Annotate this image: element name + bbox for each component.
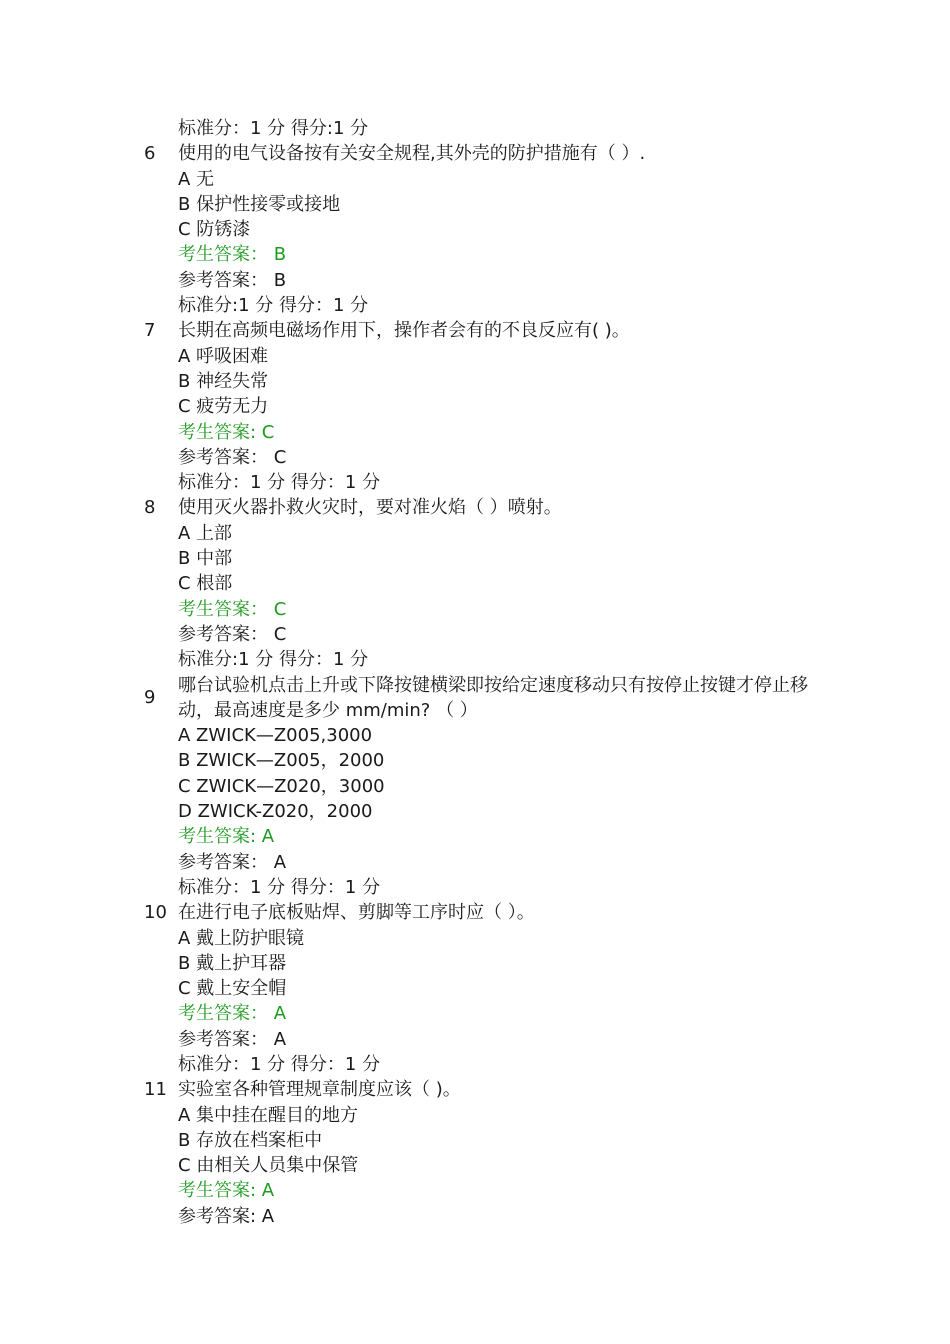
question-number: 9 — [144, 687, 156, 709]
reference-answer: 参考答案: A — [178, 1205, 275, 1227]
question-stem: 实验室各种管理规章制度应该（ )。 — [178, 1079, 461, 1101]
question-stem-row — [0, 1077, 950, 1102]
score-line: 标准分：1 分 得分：1 分 — [178, 472, 381, 494]
option-c: C 疲劳无力 — [178, 396, 269, 418]
question-number: 8 — [144, 497, 156, 519]
score-line: 标准分：1 分 得分：1 分 — [178, 876, 381, 898]
reference-answer: 参考答案： B — [178, 269, 287, 291]
student-answer: 考生答案： B — [178, 244, 287, 266]
question-stem: 使用灭火器扑救火灾时，要对准火焰（ ）喷射。 — [178, 497, 562, 519]
question-number: 11 — [144, 1079, 167, 1101]
score-line: 标准分：1 分 得分:1 分 — [178, 118, 369, 139]
question-9 — [0, 673, 950, 901]
option-a: A 上部 — [178, 522, 233, 544]
option-a: A 无 — [178, 168, 215, 190]
option-c: C 防锈漆 — [178, 219, 251, 241]
option-a: A 呼吸困难 — [178, 345, 269, 367]
question-stem-row — [0, 495, 950, 520]
question-stem-row — [0, 318, 950, 343]
question-8 — [0, 495, 950, 672]
question-stem-row — [0, 141, 950, 166]
question-10 — [0, 900, 950, 1077]
reference-answer: 参考答案： C — [178, 446, 287, 468]
option-b: B 保护性接零或接地 — [178, 193, 341, 215]
question-number: 6 — [144, 143, 156, 165]
score-line: 标准分:1 分 得分：1 分 — [178, 649, 369, 671]
question-stem: 哪台试验机点击上升或下降按键横梁即按给定速度移动只有按停止按键才停止移动，最高速度是多少 mm/min? （ ） — [178, 674, 808, 721]
option-c: C ZWICK—Z020，3000 — [178, 775, 385, 797]
student-answer: 考生答案: A — [178, 826, 275, 848]
student-answer: 考生答案： C — [178, 598, 287, 620]
exam-document — [0, 116, 950, 1229]
reference-answer: 参考答案： A — [178, 1028, 287, 1050]
option-b: B 存放在档案柜中 — [178, 1129, 323, 1151]
option-c: C 由相关人员集中保管 — [178, 1155, 359, 1177]
option-a: A ZWICK—Z005,3000 — [178, 725, 373, 747]
option-c: C 戴上安全帽 — [178, 978, 287, 1000]
option-b: B 神经失常 — [178, 370, 269, 392]
question-11 — [0, 1077, 950, 1229]
student-answer: 考生答案: A — [178, 1180, 275, 1202]
score-line: 标准分:1 分 得分：1 分 — [178, 295, 369, 317]
student-answer: 考生答案： A — [178, 1003, 287, 1025]
question-stem-row — [0, 900, 950, 925]
reference-answer: 参考答案： A — [178, 851, 287, 873]
question-7 — [0, 318, 950, 495]
score-line: 标准分：1 分 得分：1 分 — [178, 1053, 381, 1075]
question-number: 7 — [144, 320, 156, 342]
reference-answer: 参考答案： C — [178, 623, 287, 645]
question-number: 10 — [144, 902, 167, 924]
question-stem: 在进行电子底板贴焊、剪脚等工序时应（ ）。 — [178, 902, 535, 924]
option-a: A 集中挂在醒目的地方 — [178, 1104, 359, 1126]
student-answer: 考生答案: C — [178, 421, 275, 443]
option-b: B ZWICK—Z005，2000 — [178, 750, 385, 772]
option-b: B 戴上护耳器 — [178, 952, 287, 974]
question-stem: 使用的电气设备按有关安全规程,其外壳的防护措施有（ ）. — [178, 143, 646, 165]
option-a: A 戴上防护眼镜 — [178, 927, 305, 949]
option-c: C 根部 — [178, 573, 233, 595]
question-stem-row — [0, 673, 950, 724]
question-stem: 长期在高频电磁场作用下，操作者会有的不良反应有( )。 — [178, 320, 630, 342]
option-d: D ZWICK-Z020，2000 — [178, 801, 373, 823]
question-6 — [0, 141, 950, 318]
option-b: B 中部 — [178, 548, 233, 570]
